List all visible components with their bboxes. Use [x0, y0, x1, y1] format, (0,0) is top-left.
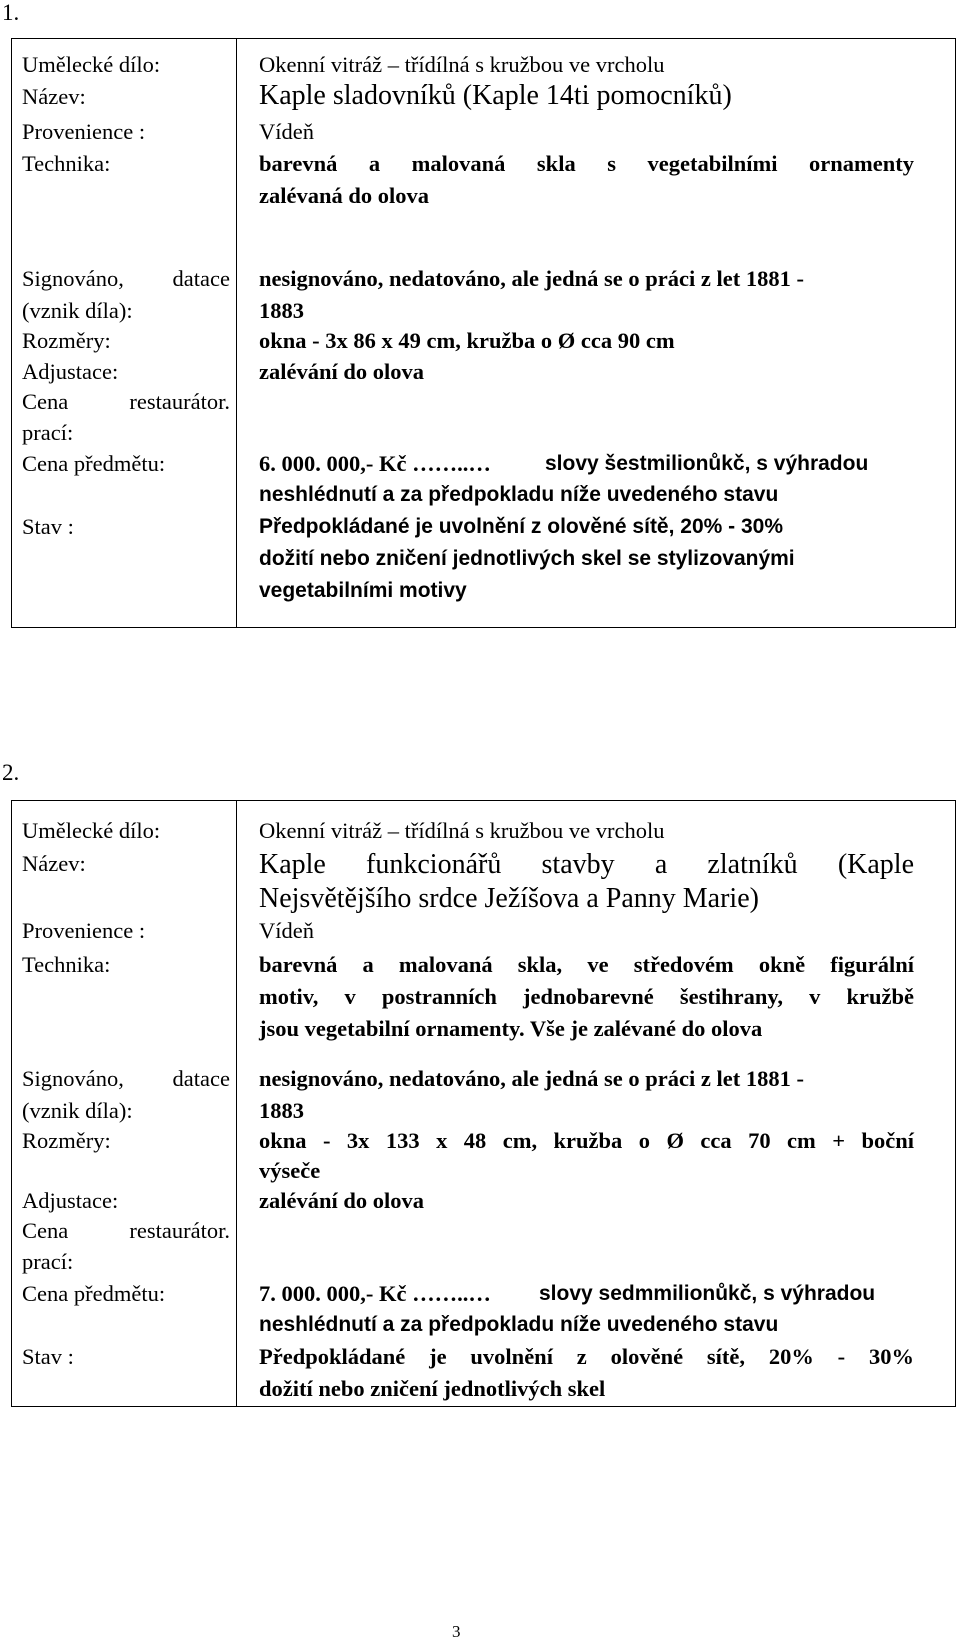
value-technika-line: zalévaná do olova	[259, 183, 430, 208]
value-umelecke-dilo: Okenní vitráž – třídílná s kružbou ve vrcholu	[259, 52, 665, 77]
value-signovano-line: nesignováno, nedatováno, ale jedná se o práci z let 1881 -	[259, 1066, 804, 1091]
label-cena-restaurator-sub: prací:	[22, 1249, 74, 1274]
label-signovano-sub: (vznik díla):	[22, 298, 133, 323]
label-technika: Technika:	[22, 952, 111, 977]
label-nazev: Název:	[22, 851, 86, 876]
label-signovano-sub: (vznik díla):	[22, 1098, 133, 1123]
value-signovano-line: 1883	[259, 298, 304, 323]
value-stav-line: dožití nebo zničení jednotlivých skel	[259, 1376, 606, 1401]
value-stav-line: vegetabilními motivy	[259, 579, 467, 602]
label-stav: Stav :	[22, 1344, 74, 1369]
value-cena-amount: 7. 000. 000,- Kč ……..…	[259, 1281, 491, 1306]
value-technika-line: motiv, v postranních jednobarevné šestihrany, v kružbě	[259, 984, 914, 1009]
label-provenience: Provenience :	[22, 119, 146, 144]
value-adjustace: zalévání do olova	[259, 359, 425, 384]
entry-number: 1.	[2, 0, 20, 25]
value-cena-words: slovy sedmmilionůkč, s výhradou	[539, 1282, 876, 1305]
label-cena-restaurator-sub: prací:	[22, 420, 74, 445]
value-cena-amount: 6. 000. 000,- Kč ……..…	[259, 451, 491, 476]
value-provenience: Vídeň	[259, 119, 314, 144]
value-adjustace: zalévání do olova	[259, 1188, 425, 1213]
label-umelecke-dilo: Umělecké dílo:	[22, 52, 161, 77]
column-divider	[236, 39, 237, 627]
value-stav-line: dožití nebo zničení jednotlivých skel se stylizovanými	[259, 547, 795, 570]
label-signovano: Signováno, datace	[22, 266, 230, 291]
label-adjustace: Adjustace:	[22, 1188, 119, 1213]
label-umelecke-dilo: Umělecké dílo:	[22, 818, 161, 843]
value-rozmery-line: výseče	[259, 1158, 321, 1183]
value-technika-line: jsou vegetabilní ornamenty. Vše je zalévané do olova	[259, 1016, 763, 1041]
value-signovano-line: nesignováno, nedatováno, ale jedná se o práci z let 1881 -	[259, 266, 804, 291]
value-signovano-line: 1883	[259, 1098, 304, 1123]
page-number: 3	[452, 1622, 461, 1641]
value-provenience: Vídeň	[259, 918, 314, 943]
value-nazev-line: Nejsvětějšího srdce Ježíšova a Panny Marie)	[259, 883, 759, 914]
value-technika-line: barevná a malovaná skla, ve středovém okně figurální	[259, 952, 914, 977]
record-card	[11, 800, 956, 1407]
record-card	[11, 38, 956, 628]
value-nazev-line: Kaple funkcionářů stavby a zlatníků (Kaple	[259, 849, 914, 880]
value-stav-line: Předpokládané je uvolnění z olověné sítě, 20% - 30%	[259, 1344, 914, 1369]
value-nazev: Kaple sladovníků (Kaple 14ti pomocníků)	[259, 80, 732, 111]
value-stav-line: Předpokládané je uvolnění z olověné sítě, 20% - 30%	[259, 515, 784, 538]
value-umelecke-dilo: Okenní vitráž – třídílná s kružbou ve vrcholu	[259, 818, 665, 843]
label-rozmery: Rozměry:	[22, 328, 111, 353]
label-signovano: Signováno, datace	[22, 1066, 230, 1091]
entry-number: 2.	[2, 760, 20, 785]
label-nazev: Název:	[22, 84, 86, 109]
value-rozmery-line: okna - 3x 133 x 48 cm, kružba o Ø cca 70 cm + boční	[259, 1128, 914, 1153]
value-cena-condition: neshlédnutí a za předpokladu níže uvedeného stavu	[259, 1313, 779, 1336]
value-technika-line: barevná a malovaná skla s vegetabilními ornamenty	[259, 151, 914, 176]
label-rozmery: Rozměry:	[22, 1128, 111, 1153]
label-technika: Technika:	[22, 151, 111, 176]
label-adjustace: Adjustace:	[22, 359, 119, 384]
label-cena-predmetu: Cena předmětu:	[22, 1281, 166, 1306]
label-stav: Stav :	[22, 514, 74, 539]
value-rozmery: okna - 3x 86 x 49 cm, kružba o Ø cca 90 cm	[259, 328, 675, 353]
column-divider	[236, 801, 237, 1406]
value-cena-words: slovy šestmilionůkč, s výhradou	[545, 452, 869, 475]
label-provenience: Provenience :	[22, 918, 146, 943]
label-cena-predmetu: Cena předmětu:	[22, 451, 166, 476]
label-cena-restaurator: Cena restaurátor.	[22, 389, 230, 414]
label-cena-restaurator: Cena restaurátor.	[22, 1218, 230, 1243]
value-cena-condition: neshlédnutí a za předpokladu níže uvedeného stavu	[259, 483, 779, 506]
